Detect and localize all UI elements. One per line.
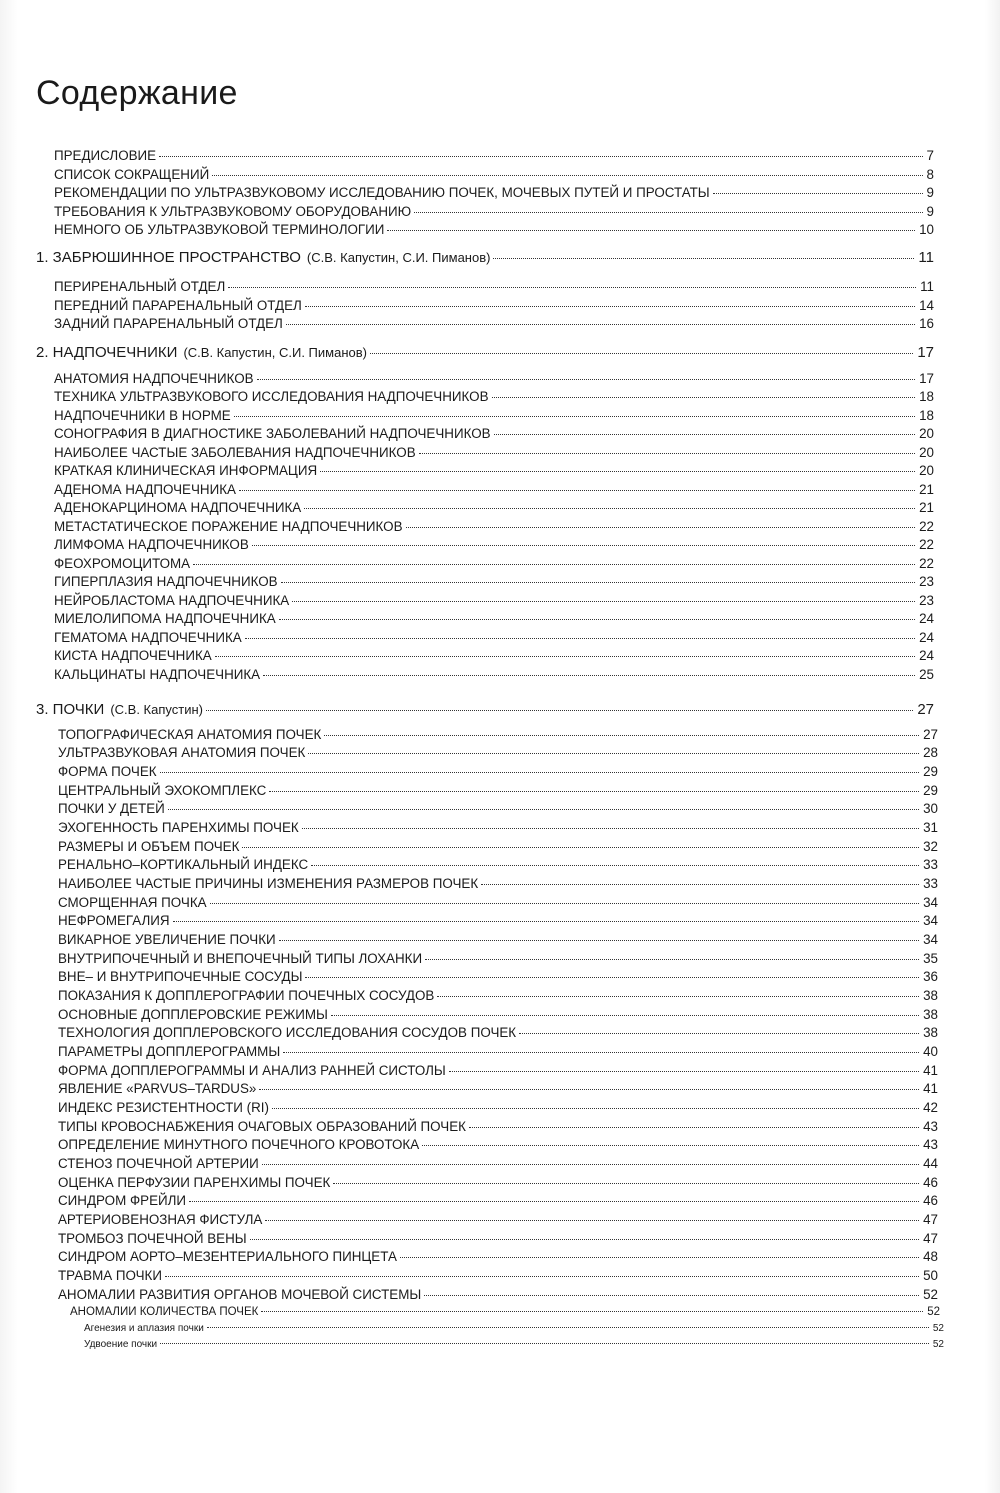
leader-dots bbox=[519, 1033, 919, 1034]
toc-entry[interactable] bbox=[54, 611, 934, 626]
toc-entry[interactable] bbox=[54, 593, 934, 608]
toc-entry[interactable] bbox=[58, 1100, 938, 1115]
leader-dots bbox=[239, 490, 915, 491]
toc-entry[interactable] bbox=[58, 1025, 938, 1040]
leader-dots bbox=[257, 379, 916, 380]
leader-dots bbox=[292, 601, 915, 602]
toc-entry-page: 34 bbox=[923, 895, 938, 910]
toc-entry-page: 40 bbox=[923, 1044, 938, 1059]
leader-dots bbox=[331, 1015, 919, 1016]
leader-dots bbox=[305, 977, 919, 978]
toc-chapter-authors: (С.В. Капустин) bbox=[110, 702, 203, 717]
toc-entry-page: 22 bbox=[919, 519, 934, 534]
toc-entry-page: 34 bbox=[923, 932, 938, 947]
toc-entry[interactable] bbox=[58, 969, 938, 984]
toc-entry-label: ВНУТРИПОЧЕЧНЫЙ И ВНЕПОЧЕЧНЫЙ ТИПЫ ЛОХАНКИ bbox=[58, 951, 423, 966]
toc-entry-label: НЕЙРОБЛАСТОМА НАДПОЧЕЧНИКА bbox=[54, 593, 290, 608]
toc-chapter-label: 3. ПОЧКИ bbox=[36, 701, 105, 718]
toc-entry-label: ВИКАРНОЕ УВЕЛИЧЕНИЕ ПОЧКИ bbox=[58, 932, 276, 947]
toc-entry-label: ФОРМА ПОЧЕК bbox=[58, 764, 157, 779]
leader-dots bbox=[252, 545, 915, 546]
toc-entry-page: 33 bbox=[923, 876, 938, 891]
toc-entry[interactable] bbox=[54, 445, 934, 460]
toc-entry-label: АДЕНОМА НАДПОЧЕЧНИКА bbox=[54, 482, 236, 497]
toc-entry-page: 30 bbox=[923, 801, 938, 816]
toc-entry-page: 20 bbox=[919, 445, 934, 460]
toc-entry-label: РЕНАЛЬНО–КОРТИКАЛЬНЫЙ ИНДЕКС bbox=[58, 857, 309, 872]
toc-entry-label: ПРЕДИСЛОВИЕ bbox=[54, 148, 157, 163]
toc-entry-page: 23 bbox=[919, 574, 934, 589]
toc-entry-label: НАДПОЧЕЧНИКИ В НОРМЕ bbox=[54, 408, 231, 423]
toc-entry[interactable] bbox=[54, 537, 934, 552]
toc-entry-page: 10 bbox=[919, 222, 934, 237]
leader-dots bbox=[283, 1052, 919, 1053]
leader-dots bbox=[193, 564, 915, 565]
toc-entry[interactable] bbox=[58, 1249, 938, 1264]
leader-dots bbox=[263, 675, 915, 676]
leader-dots bbox=[272, 1108, 919, 1109]
toc-entry-label: СИНДРОМ АОРТО–МЕЗЕНТЕРИАЛЬНОГО ПИНЦЕТА bbox=[58, 1249, 397, 1264]
toc-entry-page: 20 bbox=[919, 426, 934, 441]
toc-chapter-authors: (С.В. Капустин, С.И. Пиманов) bbox=[183, 345, 367, 360]
toc-entry[interactable] bbox=[54, 667, 934, 682]
toc-entry-page: 23 bbox=[919, 593, 934, 608]
toc-entry-page: 14 bbox=[919, 298, 934, 313]
toc-entry-label: ТРОМБОЗ ПОЧЕЧНОЙ ВЕНЫ bbox=[58, 1231, 247, 1246]
toc-entry-page: 21 bbox=[919, 500, 934, 515]
leader-dots bbox=[242, 847, 919, 848]
toc-chapter-page: 17 bbox=[917, 344, 934, 361]
leader-dots bbox=[165, 1276, 919, 1277]
toc-entry[interactable] bbox=[58, 1268, 938, 1283]
toc-entry-page: 46 bbox=[923, 1175, 938, 1190]
toc-entry-label: НЕФРОМЕГАЛИЯ bbox=[58, 913, 170, 928]
toc-chapter-label: 2. НАДПОЧЕЧНИКИ bbox=[36, 344, 178, 361]
toc-chapter[interactable] bbox=[36, 344, 934, 361]
toc-entry[interactable] bbox=[54, 316, 934, 331]
toc-entry[interactable] bbox=[58, 951, 938, 966]
toc-entry-label: ЦЕНТРАЛЬНЫЙ ЭХОКОМПЛЕКС bbox=[58, 783, 267, 798]
toc-entry[interactable] bbox=[58, 764, 938, 779]
toc-entry[interactable] bbox=[58, 839, 938, 854]
leader-dots bbox=[304, 508, 915, 509]
toc-entry-label: НАИБОЛЕЕ ЧАСТЫЕ ПРИЧИНЫ ИЗМЕНЕНИЯ РАЗМЕРОВ ПОЧЕК bbox=[58, 876, 479, 891]
toc-entry-page: 9 bbox=[926, 204, 934, 219]
leader-dots bbox=[419, 453, 915, 454]
toc-entry[interactable] bbox=[54, 630, 934, 645]
toc-entry[interactable] bbox=[58, 895, 938, 910]
toc-entry-page: 24 bbox=[919, 648, 934, 663]
toc-entry-label: ОПРЕДЕЛЕНИЕ МИНУТНОГО ПОЧЕЧНОГО КРОВОТОКА bbox=[58, 1137, 420, 1152]
leader-dots bbox=[245, 638, 915, 639]
toc-entry-label: КРАТКАЯ КЛИНИЧЕСКАЯ ИНФОРМАЦИЯ bbox=[54, 463, 318, 478]
toc-entry-label: ПЕРЕДНИЙ ПАРАРЕНАЛЬНЫЙ ОТДЕЛ bbox=[54, 298, 302, 313]
toc-entry-page: 35 bbox=[923, 951, 938, 966]
toc-entry-label: ГЕМАТОМА НАДПОЧЕЧНИКА bbox=[54, 630, 242, 645]
toc-entry[interactable] bbox=[58, 1119, 938, 1134]
toc-entry[interactable] bbox=[54, 463, 934, 478]
toc-entry-page: 32 bbox=[923, 839, 938, 854]
toc-entry-page: 48 bbox=[923, 1249, 938, 1264]
toc-entry[interactable] bbox=[54, 519, 934, 534]
toc-entry-label: ПОКАЗАНИЯ К ДОППЛЕРОГРАФИИ ПОЧЕЧНЫХ СОСУДОВ bbox=[58, 988, 435, 1003]
toc-entry-label: СТЕНОЗ ПОЧЕЧНОЙ АРТЕРИИ bbox=[58, 1156, 259, 1171]
toc-subsubentry[interactable] bbox=[84, 1323, 944, 1334]
leader-dots bbox=[159, 156, 922, 157]
leader-dots bbox=[206, 710, 913, 711]
toc-entry-label: УЛЬТРАЗВУКОВАЯ АНАТОМИЯ ПОЧЕК bbox=[58, 745, 306, 760]
toc-entry-label: ЗАДНИЙ ПАРАРЕНАЛЬНЫЙ ОТДЕЛ bbox=[54, 316, 283, 331]
leader-dots bbox=[302, 828, 919, 829]
toc-entry[interactable] bbox=[58, 1287, 938, 1302]
toc-entry-page: 21 bbox=[919, 482, 934, 497]
leader-dots bbox=[279, 619, 915, 620]
toc-entry[interactable] bbox=[54, 482, 934, 497]
toc-entry-label: КИСТА НАДПОЧЕЧНИКА bbox=[54, 648, 212, 663]
toc-entry[interactable] bbox=[58, 857, 938, 872]
toc-entry-label: РАЗМЕРЫ И ОБЪЕМ ПОЧЕК bbox=[58, 839, 240, 854]
leader-dots bbox=[481, 884, 919, 885]
toc-chapter-page: 27 bbox=[917, 701, 934, 718]
leader-dots bbox=[713, 193, 923, 194]
toc-entry-label: КАЛЬЦИНАТЫ НАДПОЧЕЧНИКА bbox=[54, 667, 261, 682]
toc-entry[interactable] bbox=[58, 988, 938, 1003]
toc-entry-label: НЕМНОГО ОБ УЛЬТРАЗВУКОВОЙ ТЕРМИНОЛОГИИ bbox=[54, 222, 385, 237]
toc-entry-label: МИЕЛОЛИПОМА НАДПОЧЕЧНИКА bbox=[54, 611, 276, 626]
toc-entry-page: 18 bbox=[919, 408, 934, 423]
toc-entry-label: АНАТОМИЯ НАДПОЧЕЧНИКОВ bbox=[54, 371, 254, 386]
toc-entry-label: ТРЕБОВАНИЯ К УЛЬТРАЗВУКОВОМУ ОБОРУДОВАНИЮ bbox=[54, 204, 412, 219]
toc-entry-label: СПИСОК СОКРАЩЕНИЙ bbox=[54, 167, 210, 182]
leader-dots bbox=[234, 416, 915, 417]
toc-entry-label: ГИПЕРПЛАЗИЯ НАДПОЧЕЧНИКОВ bbox=[54, 574, 278, 589]
toc-entry-label: ТЕХНИКА УЛЬТРАЗВУКОВОГО ИССЛЕДОВАНИЯ НАДПОЧЕЧНИКОВ bbox=[54, 389, 489, 404]
toc-entry-page: 17 bbox=[919, 371, 934, 386]
toc-entry[interactable] bbox=[58, 801, 938, 816]
toc-entry-page: 29 bbox=[923, 764, 938, 779]
toc-entry-page: 22 bbox=[919, 556, 934, 571]
toc-entry-page: 52 bbox=[927, 1306, 940, 1318]
toc-entry-label: ЯВЛЕНИЕ «PARVUS–TARDUS» bbox=[58, 1081, 257, 1096]
leader-dots bbox=[449, 1071, 919, 1072]
toc-entry-page: 50 bbox=[923, 1268, 938, 1283]
leader-dots bbox=[168, 809, 919, 810]
toc-entry-label: ТОПОГРАФИЧЕСКАЯ АНАТОМИЯ ПОЧЕК bbox=[58, 727, 322, 742]
leader-dots bbox=[400, 1257, 919, 1258]
toc-entry-page: 31 bbox=[923, 820, 938, 835]
toc-entry-page: 52 bbox=[932, 1323, 944, 1334]
leader-dots bbox=[414, 212, 922, 213]
toc-entry[interactable] bbox=[54, 185, 934, 200]
toc-entry-page: 20 bbox=[919, 463, 934, 478]
leader-dots bbox=[212, 175, 922, 176]
leader-dots bbox=[215, 656, 915, 657]
toc-entry[interactable] bbox=[54, 204, 934, 219]
toc-entry-label: ПАРАМЕТРЫ ДОППЛЕРОГРАММЫ bbox=[58, 1044, 281, 1059]
leader-dots bbox=[286, 324, 915, 325]
toc-chapter[interactable] bbox=[36, 701, 934, 718]
leader-dots bbox=[437, 996, 919, 997]
toc-entry-label: АНОМАЛИИ РАЗВИТИЯ ОРГАНОВ МОЧЕВОЙ СИСТЕМЫ bbox=[58, 1287, 422, 1302]
page-title: Содержание bbox=[36, 74, 238, 112]
toc-entry[interactable] bbox=[58, 745, 938, 760]
toc-entry-page: 28 bbox=[923, 745, 938, 760]
toc-chapter-label: 1. ЗАБРЮШИННОЕ ПРОСТРАНСТВО bbox=[36, 249, 301, 266]
leader-dots bbox=[262, 1164, 919, 1165]
leader-dots bbox=[173, 921, 920, 922]
toc-entry[interactable] bbox=[58, 1081, 938, 1096]
leader-dots bbox=[261, 1311, 923, 1312]
toc-entry-page: 9 bbox=[926, 185, 934, 200]
toc-entry[interactable] bbox=[58, 1212, 938, 1227]
toc-entry[interactable] bbox=[58, 1175, 938, 1190]
toc-entry-label: СИНДРОМ ФРЕЙЛИ bbox=[58, 1193, 187, 1208]
leader-dots bbox=[160, 1343, 929, 1344]
leader-dots bbox=[305, 306, 915, 307]
toc-entry[interactable] bbox=[54, 500, 934, 515]
toc-entry[interactable] bbox=[58, 913, 938, 928]
toc-entry-page: 22 bbox=[919, 537, 934, 552]
leader-dots bbox=[406, 527, 916, 528]
toc-entry[interactable] bbox=[58, 1193, 938, 1208]
toc-entry[interactable] bbox=[54, 167, 934, 182]
toc-entry-label: СОНОГРАФИЯ В ДИАГНОСТИКЕ ЗАБОЛЕВАНИЙ НАДПОЧЕЧНИКОВ bbox=[54, 426, 491, 441]
toc-entry[interactable] bbox=[58, 1007, 938, 1022]
toc-entry[interactable] bbox=[54, 556, 934, 571]
toc-entry[interactable] bbox=[58, 876, 938, 891]
toc-entry-page: 38 bbox=[923, 988, 938, 1003]
leader-dots bbox=[160, 772, 920, 773]
toc-entry[interactable] bbox=[58, 1156, 938, 1171]
toc-entry-label: АДЕНОКАРЦИНОМА НАДПОЧЕЧНИКА bbox=[54, 500, 302, 515]
leader-dots bbox=[207, 1327, 929, 1328]
toc-entry[interactable] bbox=[58, 1231, 938, 1246]
leader-dots bbox=[279, 940, 919, 941]
toc-entry-label: РЕКОМЕНДАЦИИ ПО УЛЬТРАЗВУКОВОМУ ИССЛЕДОВАНИЮ ПОЧЕК, МОЧЕВЫХ ПУТЕЙ И ПРОСТАТЫ bbox=[54, 185, 710, 200]
toc-entry-label: АРТЕРИОВЕНОЗНАЯ ФИСТУЛА bbox=[58, 1212, 263, 1227]
leader-dots bbox=[333, 1183, 919, 1184]
toc-entry-label: ЛИМФОМА НАДПОЧЕЧНИКОВ bbox=[54, 537, 249, 552]
toc-entry-label: ИНДЕКС РЕЗИСТЕНТНОСТИ (RI) bbox=[58, 1100, 269, 1115]
toc-entry-page: 47 bbox=[923, 1212, 938, 1227]
leader-dots bbox=[189, 1201, 919, 1202]
leader-dots bbox=[370, 353, 913, 354]
leader-dots bbox=[469, 1127, 919, 1128]
toc-entry[interactable] bbox=[58, 783, 938, 798]
toc-entry-label: ТЕХНОЛОГИЯ ДОППЛЕРОВСКОГО ИССЛЕДОВАНИЯ СОСУДОВ ПОЧЕК bbox=[58, 1025, 517, 1040]
toc-entry-page: 24 bbox=[919, 611, 934, 626]
toc-entry[interactable] bbox=[54, 648, 934, 663]
toc-entry-page: 41 bbox=[923, 1063, 938, 1078]
toc-entry-label: ПЕРИРЕНАЛЬНЫЙ ОТДЕЛ bbox=[54, 279, 226, 294]
leader-dots bbox=[320, 471, 915, 472]
toc-entry[interactable] bbox=[58, 1137, 938, 1152]
leader-dots bbox=[228, 287, 916, 288]
leader-dots bbox=[324, 735, 919, 736]
leader-dots bbox=[265, 1220, 919, 1221]
toc-chapter-authors: (С.В. Капустин, С.И. Пиманов) bbox=[306, 250, 491, 265]
leader-dots bbox=[311, 865, 919, 866]
toc-entry-page: 25 bbox=[919, 667, 934, 682]
toc-entry-page: 7 bbox=[926, 148, 934, 163]
leader-dots bbox=[492, 397, 916, 398]
toc-entry-page: 18 bbox=[919, 389, 934, 404]
leader-dots bbox=[387, 230, 915, 231]
toc-entry-label: ТРАВМА ПОЧКИ bbox=[58, 1268, 162, 1283]
toc-entry[interactable] bbox=[54, 222, 934, 237]
toc-entry-page: 27 bbox=[923, 727, 938, 742]
toc-entry-page: 52 bbox=[923, 1287, 938, 1302]
toc-entry-page: 41 bbox=[923, 1081, 938, 1096]
toc-entry-label: ОСНОВНЫЕ ДОППЛЕРОВСКИЕ РЕЖИМЫ bbox=[58, 1007, 328, 1022]
toc-entry-page: 34 bbox=[923, 913, 938, 928]
toc-entry-page: 33 bbox=[923, 857, 938, 872]
toc-entry-label: ТИПЫ КРОВОСНАБЖЕНИЯ ОЧАГОВЫХ ОБРАЗОВАНИЙ ПОЧЕК bbox=[58, 1119, 466, 1134]
toc-entry-label: ПОЧКИ У ДЕТЕЙ bbox=[58, 801, 165, 816]
leader-dots bbox=[259, 1089, 919, 1090]
toc-entry[interactable] bbox=[54, 148, 934, 163]
toc-entry[interactable] bbox=[58, 1044, 938, 1059]
toc-entry[interactable] bbox=[54, 279, 934, 294]
toc-entry-page: 24 bbox=[919, 630, 934, 645]
toc-entry-page: 29 bbox=[923, 783, 938, 798]
toc-entry[interactable] bbox=[54, 371, 934, 386]
toc-subsubentry[interactable] bbox=[84, 1339, 944, 1350]
leader-dots bbox=[424, 1295, 919, 1296]
toc-entry-page: 11 bbox=[920, 279, 934, 294]
toc-entry-page: 44 bbox=[923, 1156, 938, 1171]
leader-dots bbox=[494, 434, 916, 435]
toc-entry[interactable] bbox=[58, 1063, 938, 1078]
toc-entry-label: ОЦЕНКА ПЕРФУЗИИ ПАРЕНХИМЫ ПОЧЕК bbox=[58, 1175, 331, 1190]
toc-entry-label: НАИБОЛЕЕ ЧАСТЫЕ ЗАБОЛЕВАНИЯ НАДПОЧЕЧНИКОВ bbox=[54, 445, 416, 460]
toc-entry-page: 46 bbox=[923, 1193, 938, 1208]
toc-entry-page: 43 bbox=[923, 1119, 938, 1134]
leader-dots bbox=[422, 1145, 919, 1146]
toc-entry-label: ЭХОГЕННОСТЬ ПАРЕНХИМЫ ПОЧЕК bbox=[58, 820, 299, 835]
toc-entry[interactable] bbox=[58, 820, 938, 835]
toc-entry-label: ФОРМА ДОППЛЕРОГРАММЫ И АНАЛИЗ РАННЕЙ СИСТОЛЫ bbox=[58, 1063, 446, 1078]
toc-entry-page: 8 bbox=[926, 167, 934, 182]
toc-entry[interactable] bbox=[54, 389, 934, 404]
toc-entry-label: Агенезия и аплазия почки bbox=[84, 1323, 204, 1334]
toc-entry[interactable] bbox=[54, 574, 934, 589]
toc-entry-label: ФЕОХРОМОЦИТОМА bbox=[54, 556, 191, 571]
toc-chapter[interactable] bbox=[36, 249, 934, 266]
toc-entry-page: 47 bbox=[923, 1231, 938, 1246]
toc-entry[interactable] bbox=[54, 426, 934, 441]
toc-entry-page: 36 bbox=[923, 969, 938, 984]
toc-entry[interactable] bbox=[54, 298, 934, 313]
toc-entry-page: 43 bbox=[923, 1137, 938, 1152]
leader-dots bbox=[425, 959, 919, 960]
toc-entry-label: ВНЕ– И ВНУТРИПОЧЕЧНЫЕ СОСУДЫ bbox=[58, 969, 303, 984]
toc-entry-page: 16 bbox=[919, 316, 934, 331]
leader-dots bbox=[269, 791, 919, 792]
toc-entry[interactable] bbox=[54, 408, 934, 423]
toc-entry-page: 42 bbox=[923, 1100, 938, 1115]
toc-entry[interactable] bbox=[58, 727, 938, 742]
toc-entry-label: СМОРЩЕННАЯ ПОЧКА bbox=[58, 895, 207, 910]
toc-entry-page: 38 bbox=[923, 1025, 938, 1040]
toc-entry-page: 38 bbox=[923, 1007, 938, 1022]
toc-chapter-page: 11 bbox=[918, 249, 934, 266]
toc-entry-label: Удвоение почки bbox=[84, 1339, 158, 1350]
toc-entry-page: 52 bbox=[932, 1339, 944, 1350]
leader-dots bbox=[250, 1239, 920, 1240]
toc-entry-label: АНОМАЛИИ КОЛИЧЕСТВА ПОЧЕК bbox=[70, 1306, 259, 1318]
leader-dots bbox=[210, 903, 920, 904]
leader-dots bbox=[308, 753, 919, 754]
toc-entry-label: МЕТАСТАТИЧЕСКОЕ ПОРАЖЕНИЕ НАДПОЧЕЧНИКОВ bbox=[54, 519, 403, 534]
leader-dots bbox=[493, 258, 914, 259]
toc-entry[interactable] bbox=[58, 932, 938, 947]
leader-dots bbox=[281, 582, 916, 583]
toc-subentry[interactable] bbox=[70, 1306, 940, 1318]
